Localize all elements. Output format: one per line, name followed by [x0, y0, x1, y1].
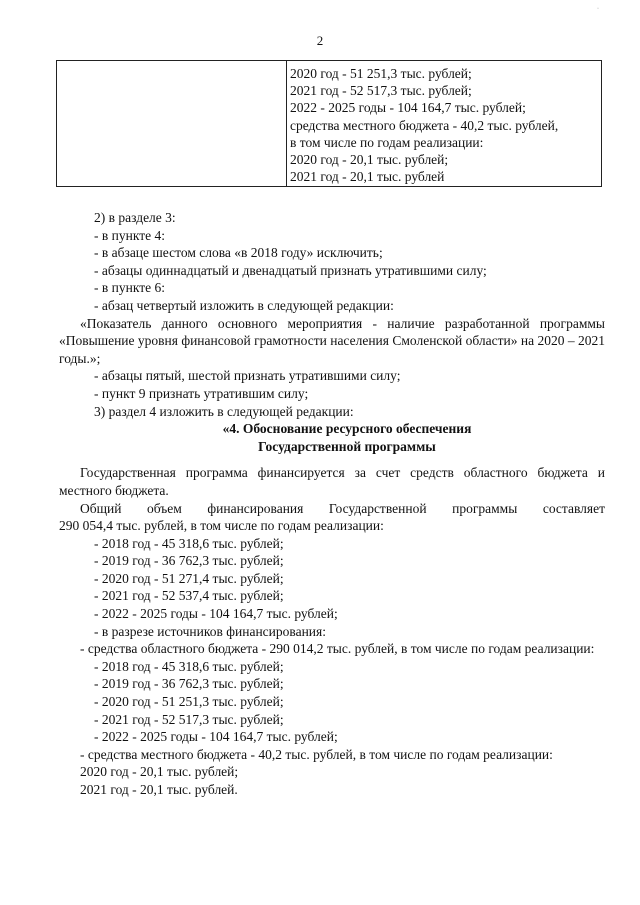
list-item: - 2020 год - 51 251,3 тыс. рублей; [94, 694, 284, 710]
table-line: в том числе по годам реализации: [290, 134, 484, 150]
corner-mark: · [597, 6, 599, 12]
list-item: - 2022 - 2025 годы - 104 164,7 тыс. рублей; [94, 606, 338, 622]
paragraph: Общий объем финансирования Государственной программы составляет [80, 500, 605, 516]
table-left-cell [57, 61, 287, 186]
list-item: - в пункте 6: [94, 280, 165, 296]
list-item: 2020 год - 20,1 тыс. рублей; [80, 764, 239, 780]
list-item: - 2021 год - 52 517,3 тыс. рублей; [94, 711, 284, 727]
page-number: 2 [316, 33, 324, 48]
paragraph: - средства местного бюджета - 40,2 тыс. рублей, в том числе по годам реализации: [80, 746, 553, 762]
table-line: 2021 год - 52 517,3 тыс. рублей; [290, 83, 472, 99]
funding-table [56, 60, 602, 187]
list-item: 2) в разделе 3: [94, 210, 176, 225]
list-item: - в абзаце шестом слова «в 2018 году» исключить; [94, 245, 383, 261]
section-heading: «4. Обоснование ресурсного обеспечения [222, 421, 472, 437]
list-item: - 2019 год - 36 762,3 тыс. рублей; [94, 676, 284, 692]
list-item: - 2018 год - 45 318,6 тыс. рублей; [94, 658, 284, 674]
paragraph: - средства областного бюджета - 290 014,2 тыс. рублей, в том числе по годам реализации: [80, 641, 595, 657]
paragraph: 290 054,4 тыс. рублей, в том числе по годам реализации: [59, 518, 384, 534]
table-line: 2020 год - 20,1 тыс. рублей; [290, 152, 449, 168]
section-heading: Государственной программы [258, 438, 436, 454]
list-item: - в разрезе источников финансирования: [94, 623, 326, 639]
list-item: - 2019 год - 36 762,3 тыс. рублей; [94, 553, 284, 569]
list-item: - пункт 9 признать утратившим силу; [94, 385, 309, 401]
list-item: - 2022 - 2025 годы - 104 164,7 тыс. рублей; [94, 729, 338, 745]
document-body [59, 209, 605, 799]
quoted-paragraph: «Показатель данного основного мероприятия - наличие разработанной программы «Повышение уровня финансовой грамотности населения Смоленской области» на 2020 – 2021 годы.»; [59, 315, 605, 366]
list-item: - в пункте 4: [94, 227, 165, 243]
list-item: - абзацы пятый, шестой признать утратившими силу; [94, 368, 401, 384]
table-line: 2021 год - 20,1 тыс. рублей [290, 169, 445, 185]
table-line: 2022 - 2025 годы - 104 164,7 тыс. рублей; [290, 100, 526, 116]
list-item: 2021 год - 20,1 тыс. рублей. [80, 782, 238, 797]
table-line: средства местного бюджета - 40,2 тыс. рублей, [290, 117, 559, 133]
paragraph: Государственная программа финансируется за счет средств областного бюджета и местного бюджета. [59, 465, 605, 498]
list-item: 3) раздел 4 изложить в следующей редакции: [94, 403, 354, 419]
list-item: - 2021 год - 52 537,4 тыс. рублей; [94, 588, 284, 604]
table-line: 2020 год - 51 251,3 тыс. рублей; [290, 66, 472, 81]
table-right-cell [287, 61, 601, 186]
list-item: - 2018 год - 45 318,6 тыс. рублей; [94, 535, 284, 551]
list-item: - 2020 год - 51 271,4 тыс. рублей; [94, 570, 284, 586]
list-item: - абзац четвертый изложить в следующей редакции: [94, 297, 394, 313]
list-item: - абзацы одиннадцатый и двенадцатый признать утратившими силу; [94, 262, 487, 278]
